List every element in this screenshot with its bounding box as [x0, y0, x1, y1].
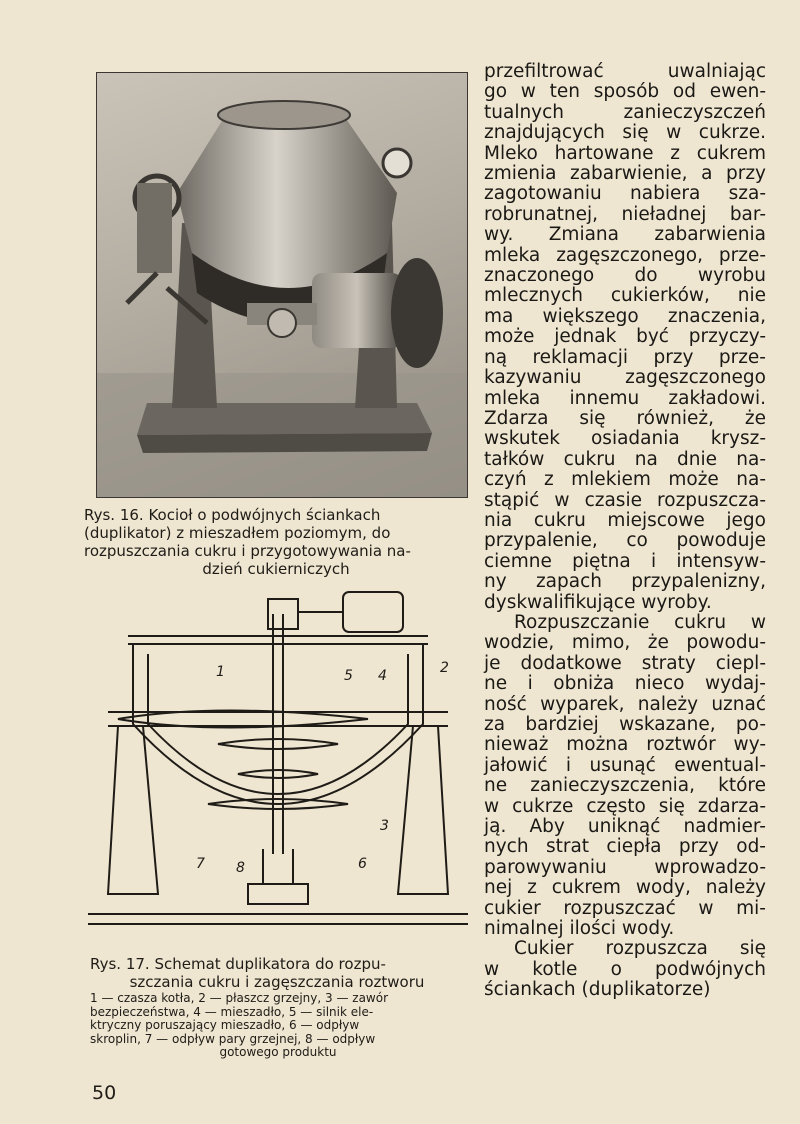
body-line: mleka zagęszczonego, prze-	[484, 244, 766, 266]
body-line: dyskwalifikujące wyroby.	[484, 591, 712, 613]
body-line: w kotle o podwójnych	[484, 958, 766, 980]
body-line: wodzie, mimo, że powodu-	[484, 632, 766, 654]
label-6: 6	[358, 856, 367, 872]
body-line: stąpić w czasie rozpuszcza-	[484, 489, 766, 511]
body-line: wy. Zmiana zabarwienia	[484, 224, 766, 246]
body-line: znaczonego do wyrobu	[484, 265, 766, 287]
label-1: 1	[216, 664, 225, 680]
duplicator-schematic-drawing	[88, 584, 468, 944]
body-line: go w ten sposób od ewen-	[484, 81, 766, 103]
body-line: cukier rozpuszczać w mi-	[484, 897, 766, 919]
legend-line: 1 — czasza kotła, 2 — płaszcz grzejny, 3 — zawór	[90, 991, 389, 1005]
body-text-column	[484, 62, 766, 1001]
body-line: ne zanieczyszczenia, które	[484, 775, 766, 797]
figure-17-schematic	[88, 584, 468, 944]
caption-line: (duplikator) z mieszadłem poziomym, do	[84, 524, 391, 542]
body-line: parowywaniu wprowadzo-	[484, 856, 766, 878]
body-line: ność wyparek, należy uznać	[484, 693, 766, 715]
body-line: za bardziej wskazane, po-	[484, 714, 766, 735]
body-line: nieważ można roztwór wy-	[484, 734, 766, 756]
body-line: w cukrze często się zdarza-	[484, 795, 766, 817]
body-line: ją. Aby uniknąć nadmier-	[484, 816, 766, 838]
body-line: wskutek osiadania krysz-	[484, 428, 766, 450]
figure-16-caption	[84, 506, 468, 578]
caption-line: Rys. 16. Kocioł o podwójnych ściankach	[84, 506, 381, 524]
body-line: ciemne piętna i intensyw-	[484, 550, 766, 572]
duplicator-photo-illustration	[97, 73, 467, 497]
body-line: nych strat ciepła przy od-	[484, 836, 766, 858]
body-line: Mleko hartowane z cukrem	[484, 142, 766, 164]
body-line: czyń z mlekiem może na-	[484, 469, 766, 491]
body-line: Zdarza się również, że	[484, 407, 766, 429]
legend-line: gotowego produktu	[219, 1045, 337, 1059]
body-line: znajdujących się w cukrze.	[484, 122, 766, 144]
page-number: 50	[92, 1082, 117, 1104]
legend-line: skroplin, 7 — odpływ pary grzejnej, 8 — odpływ	[90, 1031, 376, 1046]
body-line: ną reklamacji przy prze-	[484, 346, 766, 368]
body-line: kazywaniu zagęszczonego	[484, 367, 766, 389]
caption-line: Rys. 17. Schemat duplikatora do rozpu-	[90, 955, 386, 973]
label-7: 7	[196, 856, 205, 872]
body-line: je dodatkowe straty ciepl-	[484, 652, 766, 674]
caption-line: dzień cukierniczych	[202, 560, 350, 578]
label-4: 4	[378, 668, 387, 684]
label-8: 8	[236, 860, 245, 876]
body-line: jałowić i usunąć ewentual-	[484, 754, 766, 776]
body-line: mlecznych cukierków, nie	[484, 285, 766, 307]
body-line: mleka innemu zakładowi.	[484, 387, 766, 409]
body-line: przefiltrować uwalniając	[484, 61, 766, 82]
body-line: zmienia zabarwienie, a przy	[484, 163, 766, 185]
body-line: Cukier rozpuszcza się	[514, 938, 766, 960]
body-line: ne i obniża nieco wydaj-	[484, 673, 766, 695]
label-5: 5	[344, 668, 353, 684]
caption-line: rozpuszczania cukru i przygotowywania na-	[84, 542, 411, 560]
body-line: nimalnej ilości wody.	[484, 918, 675, 940]
legend-line: bezpieczeństwa, 4 — mieszadło, 5 — silnik ele-	[90, 1004, 374, 1019]
body-line: ma większego znaczenia,	[484, 305, 766, 327]
body-line: zagotowaniu nabiera sza-	[484, 183, 766, 205]
body-line: tałków cukru na dnie na-	[484, 448, 766, 470]
body-line: przypalenie, co powoduje	[484, 530, 766, 552]
label-2: 2	[440, 660, 449, 676]
body-line: ściankach (duplikatorze)	[484, 979, 711, 1001]
body-line: robrunatnej, nieładnej bar-	[484, 203, 766, 225]
figure-16-photo	[96, 72, 468, 498]
body-line: nej z cukrem wody, należy	[484, 877, 766, 899]
legend-line: ktryczny poruszający mieszadło, 6 — odpływ	[90, 1018, 360, 1032]
body-line: może jednak być przyczy-	[484, 326, 766, 348]
body-line: ny zapach przypalenizny,	[484, 571, 766, 593]
caption-line: szczania cukru i zagęszczania roztworu	[129, 973, 425, 991]
body-line: tualnych zanieczyszczeń	[484, 101, 766, 123]
body-line: Rozpuszczanie cukru w	[514, 611, 766, 633]
figure-17-caption	[90, 955, 464, 991]
body-line: nia cukru miejscowe jego	[484, 509, 766, 531]
label-3: 3	[380, 818, 389, 834]
figure-17-legend	[90, 992, 466, 1060]
